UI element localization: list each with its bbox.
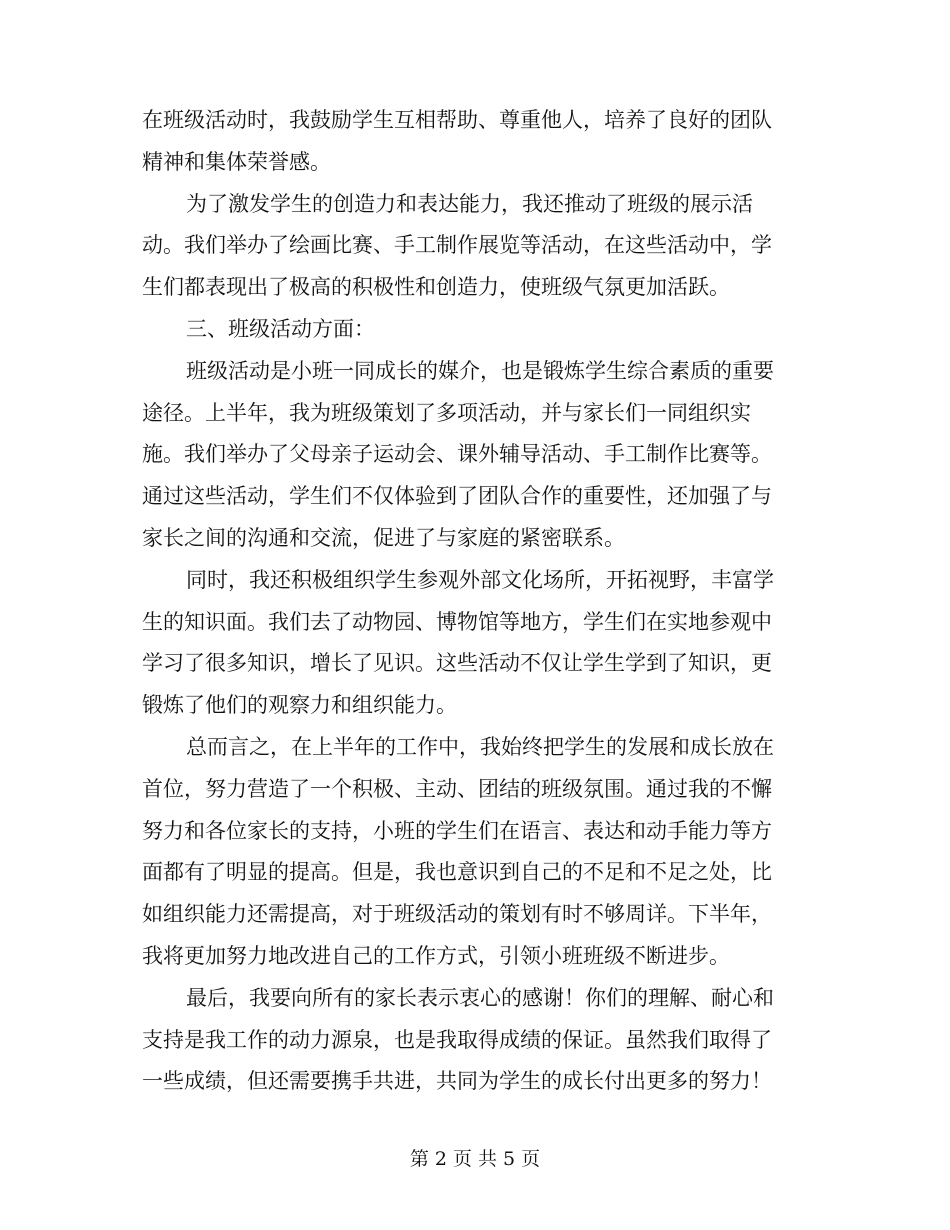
- text-line: 面都有了明显的提高。但是，我也意识到自己的不足和不足之处，比: [142, 860, 772, 885]
- text-line: 学习了很多知识，增长了见识。这些活动不仅让学生学到了知识，更: [142, 651, 772, 676]
- text-line: 总而言之，在上半年的工作中，我始终把学生的发展和成长放在: [186, 734, 774, 759]
- text-line: 动。我们举办了绘画比赛、手工制作展览等活动，在这些活动中，学: [142, 233, 772, 258]
- text-line: 支持是我工作的动力源泉，也是我取得成绩的保证。虽然我们取得了: [142, 1027, 772, 1052]
- text-line: 如组织能力还需提高，对于班级活动的策划有时不够周详。下半年，: [142, 902, 772, 927]
- text-line: 施。我们举办了父母亲子运动会、课外辅导活动、手工制作比赛等。: [142, 442, 772, 467]
- text-line: 班级活动是小班一同成长的媒介，也是锻炼学生综合素质的重要: [186, 358, 774, 383]
- text-line: 同时，我还积极组织学生参观外部文化场所，开拓视野，丰富学: [186, 567, 774, 592]
- text-line: 生们都表现出了极高的积极性和创造力，使班级气氛更加活跃。: [142, 275, 730, 300]
- section-heading: 三、班级活动方面：: [186, 316, 375, 341]
- text-line: 首位，努力营造了一个积极、主动、团结的班级氛围。通过我的不懈: [142, 776, 772, 801]
- text-line: 家长之间的沟通和交流，促进了与家庭的紧密联系。: [142, 525, 625, 550]
- text-line: 锻炼了他们的观察力和组织能力。: [142, 693, 457, 718]
- text-line: 一些成绩，但还需要携手共进，共同为学生的成长付出更多的努力！: [142, 1069, 772, 1094]
- page-number-label: 第 2 页 共 5 页: [409, 1148, 541, 1170]
- text-line: 为了激发学生的创造力和表达能力，我还推动了班级的展示活: [186, 191, 753, 216]
- text-line: 途径。上半年，我为班级策划了多项活动，并与家长们一同组织实: [142, 400, 751, 425]
- text-line: 最后，我要向所有的家长表示衷心的感谢！你们的理解、耐心和: [186, 985, 774, 1010]
- text-line: 努力和各位家长的支持，小班的学生们在语言、表达和动手能力等方: [142, 818, 772, 843]
- text-line: 通过这些活动，学生们不仅体验到了团队合作的重要性，还加强了与: [142, 484, 772, 509]
- text-line: 生的知识面。我们去了动物园、博物馆等地方，学生们在实地参观中: [142, 609, 772, 634]
- document-body: [142, 100, 802, 1103]
- page-footer: [0, 1145, 950, 1173]
- text-line: 精神和集体荣誉感。: [142, 149, 331, 174]
- text-line: 我将更加努力地改进自己的工作方式，引领小班班级不断进步。: [142, 943, 730, 968]
- text-line: 在班级活动时，我鼓励学生互相帮助、尊重他人，培养了良好的团队: [142, 108, 772, 132]
